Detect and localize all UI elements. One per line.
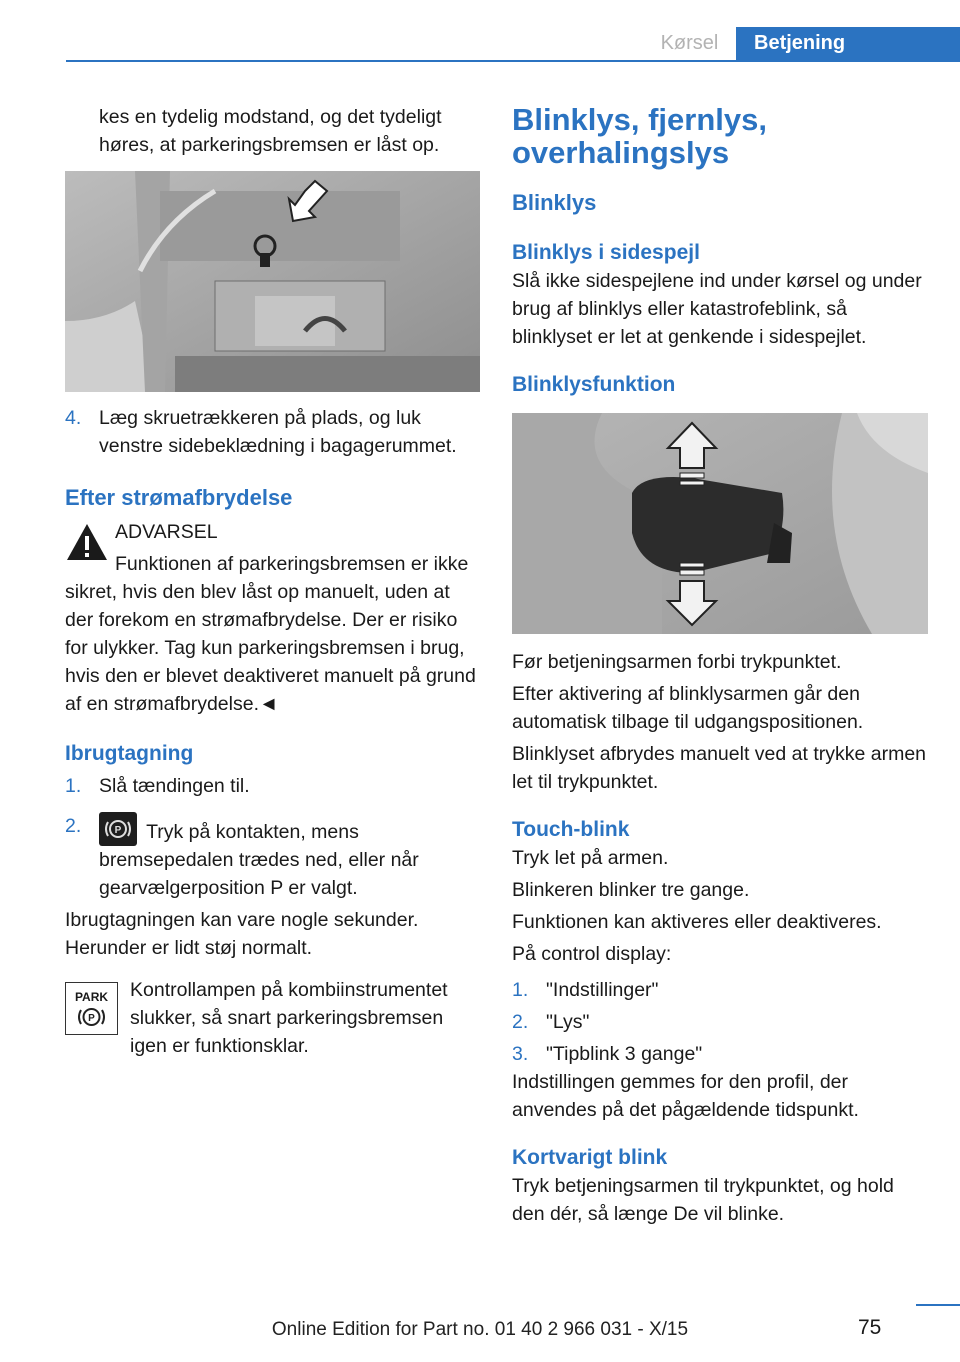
step-4 (65, 404, 480, 460)
menu-path-item-2-number: 2. (512, 1011, 529, 1033)
header-chapter-tab[interactable]: Betjening (736, 27, 960, 62)
heading-after-power-loss: Efter strømafbrydelse (65, 485, 293, 510)
use-step-1 (65, 772, 480, 800)
intro-text: kes en tydelig modstand, og det tydeligt høres, at parkeringsbremsen er låst op. (99, 106, 442, 156)
warning-block (65, 518, 480, 718)
menu-path-item-3 (512, 1040, 930, 1068)
menu-path-item-2-label: "Lys" (546, 1011, 590, 1033)
header-section-tab[interactable]: Kørsel (660, 32, 719, 54)
step-4-text: Læg skruetrækkeren på plads, og luk venstre sidebeklædning i bagagerummet. (99, 407, 457, 457)
touch-text-1: Tryk let på armen. (512, 847, 669, 869)
function-step-1: Før betjeningsarmen forbi trykpunktet. (512, 651, 842, 673)
heading-commissioning: Ibrugtagning (65, 742, 194, 765)
menu-path-item-2 (512, 1008, 930, 1036)
mirror-text: Slå ikke sidespejlene ind under kørsel og under brug af blinklys eller katastrofeblink, så blinklyset er let at genkende i sidespejlet. (512, 270, 922, 348)
touch-text-3: Funktionen kan aktiveres eller deaktiveres. (512, 911, 882, 933)
left-column (65, 100, 480, 1060)
heading-touch-blink: Touch-blink (512, 818, 630, 841)
touch-text-4: På control display: (512, 943, 672, 965)
short-blink-text: Tryk betjeningsarmen til trykpunktet, og hold den dér, så længe De vil blinke. (512, 1175, 894, 1225)
heading-turn-signals: Blinklys, fjernlys, overhalingslys (512, 102, 767, 170)
menu-path-item-1 (512, 976, 930, 1004)
svg-text:P: P (88, 1013, 95, 1024)
function-step-3: Blinklyset afbrydes manuelt ved at trykke armen let til trykpunktet. (512, 743, 927, 793)
touch-text-5: Indstillingen gemmes for den profil, der anvendes på det pågældende tidspunkt. (512, 1071, 859, 1121)
page-number-rule (916, 1304, 960, 1306)
warning-title: ADVARSEL (115, 521, 218, 543)
park-indicator-icon (65, 982, 118, 1035)
heading-signal-function: Blinklysfunktion (512, 373, 676, 396)
warning-text: sikret, hvis den blev låst op manuelt, uden at der forekom en strømafbrydelse. Der er risiko for ulykker. Tag kun parkeringsbremsen i brug, hvis den er blevet deaktiveret manuelt på grund af en strømafbrydelse.◄ (65, 581, 476, 715)
function-step-2: Efter aktivering af blinklysarmen går den automatisk tilbage til udgangspositionen. (512, 683, 864, 733)
parking-brake-button-icon (99, 812, 137, 846)
signal-lever-photo (512, 413, 928, 634)
warning-triangle-icon (65, 522, 109, 562)
heading-blinklys: Blinklys (512, 190, 597, 215)
menu-path-item-1-number: 1. (512, 979, 529, 1001)
menu-path-item-3-label: "Tipblink 3 gange" (546, 1043, 703, 1065)
use-step-2-text: Tryk på kontakten, mens bremsepedalen trædes ned, eller når gearvælgerposition P er valgt. (99, 821, 419, 899)
commissioning-note: Ibrugtagningen kan vare nogle sekunder. Herunder er lidt støj normalt. (65, 909, 419, 959)
warning-text-first-line: Funktionen af parkeringsbremsen er ikke (115, 553, 469, 575)
svg-text:P: P (114, 825, 122, 836)
menu-path-item-1-label: "Indstillinger" (546, 979, 659, 1001)
menu-path-item-3-number: 3. (512, 1043, 529, 1065)
touch-text-2: Blinkeren blinker tre gange. (512, 879, 750, 901)
park-label: PARK (74, 990, 109, 1004)
footer-edition: Online Edition for Part no. 01 40 2 966 031 - X/15 (271, 1319, 689, 1340)
header-rule (66, 60, 960, 62)
heading-mirror-signals: Blinklys i sidespejl (512, 241, 700, 264)
right-column (512, 100, 930, 1228)
page-number: 75 (858, 1316, 882, 1339)
step-4-number: 4. (65, 407, 82, 429)
trunk-photo (65, 171, 480, 392)
park-indicator-block (65, 976, 480, 1060)
use-step-1-number: 1. (65, 775, 82, 797)
use-step-2 (65, 812, 480, 902)
park-indicator-text: Kontrollampen på kombiinstrumentet slukker, så snart parkeringsbremsen igen er funktionsklar. (130, 979, 448, 1057)
use-step-2-number: 2. (65, 815, 82, 837)
heading-short-blink: Kortvarigt blink (512, 1146, 668, 1169)
use-step-1-text: Slå tændingen til. (99, 775, 250, 797)
